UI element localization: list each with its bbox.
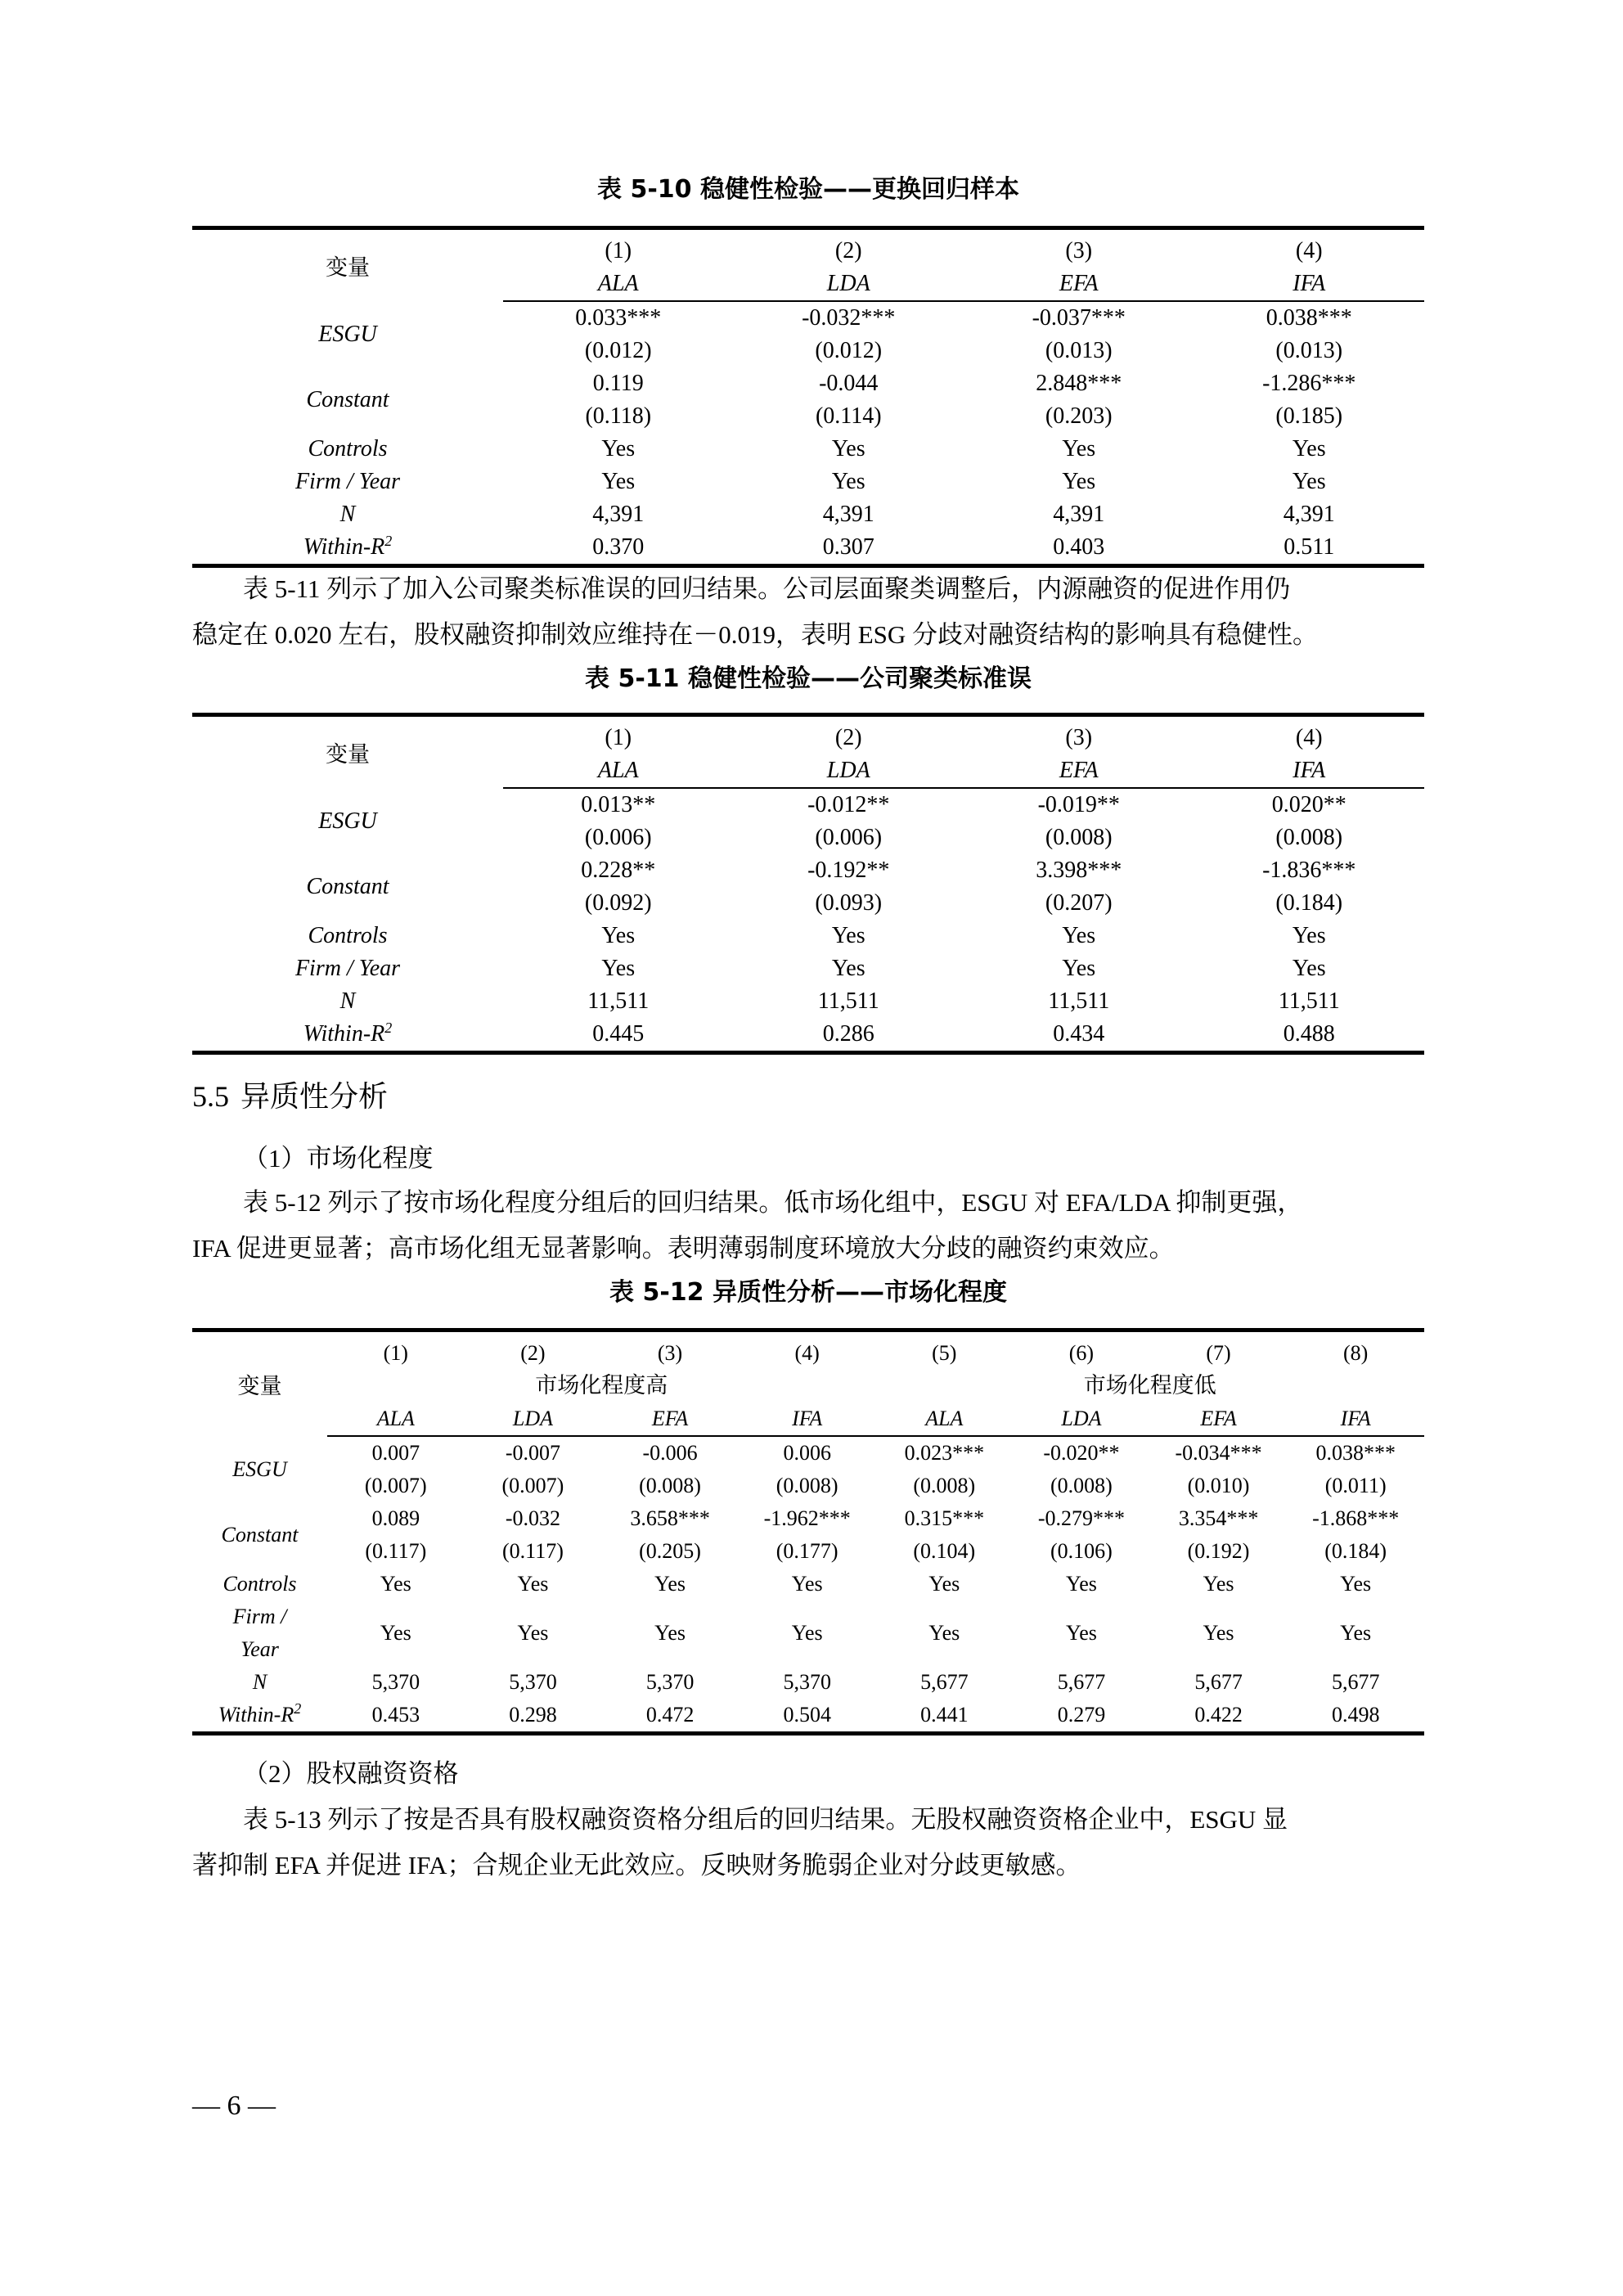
value-cell: Yes (791, 1621, 823, 1645)
se-cell: (0.114) (815, 403, 882, 429)
value-cell: Yes (517, 1621, 549, 1645)
col-num: (5) (876, 1330, 1014, 1371)
table-5-11-caption: 表 5-11 稳健性检验——公司聚类标准误 (585, 664, 1032, 693)
value-cell: Yes (1340, 1572, 1372, 1596)
se-cell: (0.117) (365, 1539, 427, 1563)
value-cell: Yes (654, 1621, 686, 1645)
row-label-line: Year (241, 1637, 279, 1661)
col-var: IFA (739, 1402, 876, 1436)
table-5-10 (192, 226, 1424, 568)
value-cell: 0.453 (327, 1699, 465, 1734)
col-var: IFA (1287, 1402, 1424, 1436)
col-var: ALA (327, 1402, 465, 1436)
subsection-heading-1: （1）市场化程度 (243, 1144, 434, 1173)
value-cell: Yes (831, 923, 865, 948)
value-cell: 0.498 (1287, 1699, 1424, 1734)
table-row-n (192, 1666, 1424, 1699)
value-cell: 0.511 (1194, 531, 1425, 566)
coef-cell: -1.868*** (1312, 1506, 1400, 1530)
coef-cell: 0.007 (371, 1441, 420, 1465)
col-num: (3) (601, 1330, 739, 1371)
coef-cell: -0.192** (807, 858, 890, 883)
value-cell: Yes (654, 1572, 686, 1596)
table-row-esgu-coef (192, 788, 1424, 822)
value-cell: 5,370 (645, 1670, 695, 1694)
table-row-esgu-se (192, 1470, 1424, 1502)
col-num: (4) (1194, 715, 1425, 755)
value-cell: 4,391 (822, 502, 874, 527)
row-label-esgu: ESGU (318, 808, 377, 834)
col-num: (2) (734, 715, 964, 755)
page-number: — 6 — (192, 2091, 276, 2121)
coef-cell: -1.962*** (763, 1506, 851, 1530)
subsection-heading-2: （2）股权融资资格 (243, 1759, 459, 1788)
table-row-esgu-coef (192, 1436, 1424, 1470)
se-cell: (0.104) (913, 1539, 976, 1563)
col-var: ALA (503, 268, 734, 301)
value-cell: 0.441 (876, 1699, 1014, 1734)
value-cell: 5,370 (783, 1670, 831, 1694)
col-num: (8) (1287, 1330, 1424, 1371)
value-cell: Yes (1292, 923, 1326, 948)
value-cell: Yes (380, 1621, 411, 1645)
value-cell: Yes (601, 956, 636, 981)
col-var: LDA (1013, 1402, 1150, 1436)
row-label-esgu: ESGU (232, 1456, 287, 1481)
value-cell: Yes (601, 923, 636, 948)
section-number: 5.5 (192, 1080, 229, 1113)
coef-cell: 3.354*** (1178, 1506, 1259, 1530)
table-row-controls (192, 1568, 1424, 1600)
paragraph-line: IFA 促进更显著；高市场化组无显著影响。表明薄弱制度环境放大分歧的融资约束效应。 (192, 1234, 1175, 1263)
se-cell: (0.012) (815, 338, 883, 363)
col-num: (1) (327, 1330, 465, 1371)
value-cell: 11,511 (1048, 988, 1110, 1014)
coef-cell: -0.037*** (1032, 305, 1126, 331)
col-num: (3) (964, 228, 1194, 268)
table-row-fe (192, 1600, 1424, 1666)
paragraph-line: 稳定在 0.020 左右，股权融资抑制效应维持在－0.019，表明 ESG 分歧对融资结构的影响具有稳健性。 (192, 620, 1319, 649)
table-5-12 (192, 1328, 1424, 1736)
value-cell: 5,370 (509, 1670, 557, 1694)
col-num: (6) (1013, 1330, 1150, 1371)
table-row-constant-se (192, 1535, 1424, 1568)
col-var: EFA (964, 268, 1194, 301)
table-row-constant-coef (192, 1502, 1424, 1535)
value-cell: Yes (831, 436, 865, 461)
value-cell: Yes (517, 1572, 549, 1596)
se-cell: (0.177) (776, 1539, 838, 1563)
value-cell: Yes (928, 1621, 960, 1645)
table-row-controls (192, 920, 1424, 952)
col-num: (7) (1150, 1330, 1288, 1371)
value-cell: Yes (928, 1572, 960, 1596)
row-label-n: N (339, 502, 356, 527)
se-cell: (0.184) (1324, 1539, 1387, 1563)
col-var: LDA (465, 1402, 602, 1436)
value-cell: Yes (831, 956, 865, 981)
se-cell: (0.008) (639, 1474, 701, 1497)
se-cell: (0.192) (1187, 1539, 1250, 1563)
se-cell: (0.117) (502, 1539, 564, 1563)
se-cell: (0.013) (1045, 338, 1113, 363)
coef-cell: -1.836*** (1262, 858, 1356, 883)
value-cell: 0.504 (739, 1699, 876, 1734)
coef-cell: 0.033*** (575, 305, 662, 331)
col-var: LDA (734, 754, 964, 788)
coef-cell: 0.228** (581, 858, 656, 883)
coef-cell: -0.032*** (802, 305, 896, 331)
value-cell: Yes (1066, 1572, 1097, 1596)
se-cell: (0.203) (1045, 403, 1113, 429)
col-var: EFA (964, 754, 1194, 788)
paragraph-line: 表 5-13 列示了按是否具有股权融资资格分组后的回归结果。无股权融资资格企业中，ESGU 显 (243, 1805, 1288, 1834)
value-cell: Yes (1203, 1621, 1234, 1645)
coef-cell: 3.658*** (630, 1506, 710, 1530)
row-label-line: Firm / (232, 1605, 287, 1628)
table-5-12-caption: 表 5-12 异质性分析——市场化程度 (609, 1278, 1007, 1307)
variable-header: 变量 (192, 1330, 327, 1437)
se-cell: (0.013) (1275, 338, 1343, 363)
coef-cell: -1.286*** (1262, 371, 1356, 396)
value-cell: Yes (1062, 956, 1096, 981)
se-cell: (0.008) (1045, 825, 1113, 850)
se-cell: (0.205) (639, 1539, 701, 1563)
value-cell: 0.472 (601, 1699, 739, 1734)
row-label-fe: Firm / Year (294, 956, 401, 981)
coef-cell: 0.038*** (1315, 1441, 1396, 1465)
se-cell: (0.184) (1275, 890, 1343, 916)
row-label-constant: Constant (306, 874, 389, 899)
table-row-controls (192, 433, 1424, 466)
value-cell: 5,677 (1194, 1670, 1243, 1694)
coef-cell: 0.020** (1271, 792, 1347, 817)
table-row-fe (192, 466, 1424, 498)
value-cell: Yes (1062, 469, 1096, 494)
table-5-10-caption: 表 5-10 稳健性检验——更换回归样本 (597, 175, 1019, 204)
col-num: (4) (1194, 228, 1425, 268)
se-cell: (0.011) (1324, 1474, 1387, 1497)
col-num: (2) (465, 1330, 602, 1371)
col-var: IFA (1194, 268, 1425, 301)
row-label-controls: Controls (308, 436, 388, 461)
row-label-constant: Constant (221, 1523, 299, 1546)
value-cell: 5,677 (1057, 1670, 1106, 1694)
table-row-n (192, 498, 1424, 531)
value-cell: Yes (1203, 1572, 1234, 1596)
coef-cell: -0.032 (505, 1506, 561, 1530)
coef-cell: 3.398*** (1036, 858, 1122, 883)
coef-cell: 0.038*** (1266, 305, 1352, 331)
section-title: 异质性分析 (241, 1080, 389, 1114)
row-label-fe: Firm / Year (294, 469, 401, 494)
table-row-n (192, 985, 1424, 1018)
coef-cell: -0.006 (642, 1441, 698, 1465)
se-cell: (0.006) (584, 825, 652, 850)
value-cell: 0.298 (465, 1699, 602, 1734)
value-cell: 0.445 (503, 1018, 734, 1053)
row-label-n: N (339, 988, 356, 1014)
table-row-r2 (192, 1699, 1424, 1734)
table-row-esgu-coef (192, 301, 1424, 335)
col-var: EFA (1150, 1402, 1288, 1436)
col-num: (1) (503, 715, 734, 755)
coef-cell: -0.020** (1043, 1441, 1120, 1465)
row-label-text: Within-R (218, 1703, 294, 1727)
variable-header: 变量 (192, 228, 503, 302)
value-cell: Yes (601, 436, 636, 461)
col-var: LDA (734, 268, 964, 301)
table-row-fe (192, 952, 1424, 985)
paragraph-5-11 (192, 566, 1424, 658)
col-num: (4) (739, 1330, 876, 1371)
coef-cell: 0.089 (371, 1506, 420, 1530)
se-cell: (0.012) (584, 338, 652, 363)
row-label-text: Within-R (303, 534, 385, 560)
table-row-constant-coef (192, 854, 1424, 887)
table-5-11 (192, 713, 1424, 1055)
value-cell: 11,511 (817, 988, 879, 1014)
se-cell: (0.007) (364, 1474, 427, 1497)
value-cell: 0.403 (964, 531, 1194, 566)
se-cell: (0.006) (815, 825, 883, 850)
value-cell: 5,370 (371, 1670, 420, 1694)
superscript: 2 (384, 1020, 393, 1036)
coef-cell: 0.013** (581, 792, 656, 817)
value-cell: Yes (601, 469, 636, 494)
value-cell: Yes (1292, 436, 1326, 461)
row-label-n: N (252, 1670, 268, 1694)
coef-cell: -0.019** (1037, 792, 1120, 817)
value-cell: 0.286 (734, 1018, 964, 1053)
value-cell: Yes (791, 1572, 823, 1596)
paragraph-line: 表 5-12 列示了按市场化程度分组后的回归结果。低市场化组中，ESGU 对 EFA/LDA 抑制更强， (243, 1188, 1303, 1217)
value-cell: 0.370 (503, 531, 734, 566)
col-var: IFA (1194, 754, 1425, 788)
coef-cell: 0.315*** (904, 1506, 985, 1530)
se-cell: (0.118) (585, 403, 652, 429)
group-header-low: 市场化程度低 (1083, 1373, 1216, 1398)
table-row-constant-coef (192, 367, 1424, 400)
coef-cell: 0.006 (783, 1441, 831, 1465)
row-label-text: Within-R (303, 1021, 385, 1047)
row-label-controls: Controls (223, 1572, 297, 1596)
value-cell: Yes (1066, 1621, 1097, 1645)
coef-cell: -0.034*** (1175, 1441, 1262, 1465)
value-cell: 0.307 (734, 531, 964, 566)
value-cell: 0.279 (1013, 1699, 1150, 1734)
se-cell: (0.008) (776, 1474, 838, 1497)
value-cell: Yes (1062, 436, 1096, 461)
value-cell: Yes (380, 1572, 411, 1596)
table-row-r2 (192, 1018, 1424, 1053)
value-cell: 4,391 (1283, 502, 1335, 527)
superscript: 2 (294, 1700, 302, 1717)
coef-cell: -0.279*** (1037, 1506, 1126, 1530)
value-cell: Yes (1062, 923, 1096, 948)
value-cell: 5,677 (1331, 1670, 1380, 1694)
se-cell: (0.207) (1045, 890, 1113, 916)
value-cell: Yes (1292, 956, 1326, 981)
se-cell: (0.008) (913, 1474, 976, 1497)
variable-header: 变量 (192, 715, 503, 789)
value-cell: Yes (1340, 1621, 1372, 1645)
value-cell: 0.488 (1194, 1018, 1425, 1053)
row-label-controls: Controls (308, 923, 388, 948)
se-cell: (0.008) (1050, 1474, 1113, 1497)
se-cell: (0.092) (584, 890, 652, 916)
value-cell: 0.422 (1150, 1699, 1288, 1734)
se-cell: (0.010) (1187, 1474, 1250, 1497)
coef-cell: -0.007 (505, 1441, 561, 1465)
col-var: ALA (503, 754, 734, 788)
coef-cell: -0.044 (819, 371, 879, 396)
table-row-r2 (192, 531, 1424, 566)
se-cell: (0.008) (1275, 825, 1343, 850)
value-cell: 5,677 (920, 1670, 969, 1694)
paragraph-5-13 (192, 1797, 1424, 1889)
paragraph-5-12 (192, 1180, 1424, 1272)
coef-cell: -0.012** (807, 792, 890, 817)
col-num: (3) (964, 715, 1194, 755)
value-cell: Yes (1292, 469, 1326, 494)
se-cell: (0.007) (501, 1474, 564, 1497)
section-heading (192, 1077, 388, 1117)
col-var: ALA (876, 1402, 1014, 1436)
se-cell: (0.106) (1050, 1539, 1113, 1563)
col-var: EFA (601, 1402, 739, 1436)
superscript: 2 (384, 533, 393, 549)
coef-cell: 2.848*** (1036, 371, 1122, 396)
se-cell: (0.093) (815, 890, 883, 916)
value-cell: 11,511 (587, 988, 650, 1014)
row-label-constant: Constant (306, 387, 389, 412)
row-label-r2 (192, 1018, 503, 1053)
coef-cell: 0.023*** (904, 1441, 985, 1465)
paragraph-line: 表 5-11 列示了加入公司聚类标准误的回归结果。公司层面聚类调整后，内源融资的促进作用仍 (243, 574, 1291, 603)
coef-cell: 0.119 (592, 371, 644, 396)
row-label-esgu: ESGU (318, 321, 377, 347)
value-cell: 4,391 (1053, 502, 1105, 527)
row-label-r2 (192, 1699, 327, 1734)
se-cell: (0.185) (1275, 403, 1343, 429)
value-cell: Yes (831, 469, 865, 494)
paragraph-line: 著抑制 EFA 并促进 IFA；合规企业无此效应。反映财务脆弱企业对分歧更敏感。 (192, 1851, 1081, 1880)
value-cell: 4,391 (592, 502, 645, 527)
col-num: (1) (503, 228, 734, 268)
value-cell: 0.434 (964, 1018, 1194, 1053)
col-num: (2) (734, 228, 964, 268)
row-label-r2 (192, 531, 503, 566)
group-header-high: 市场化程度高 (535, 1373, 668, 1398)
value-cell: 11,511 (1278, 988, 1340, 1014)
row-label-fe (192, 1600, 327, 1666)
